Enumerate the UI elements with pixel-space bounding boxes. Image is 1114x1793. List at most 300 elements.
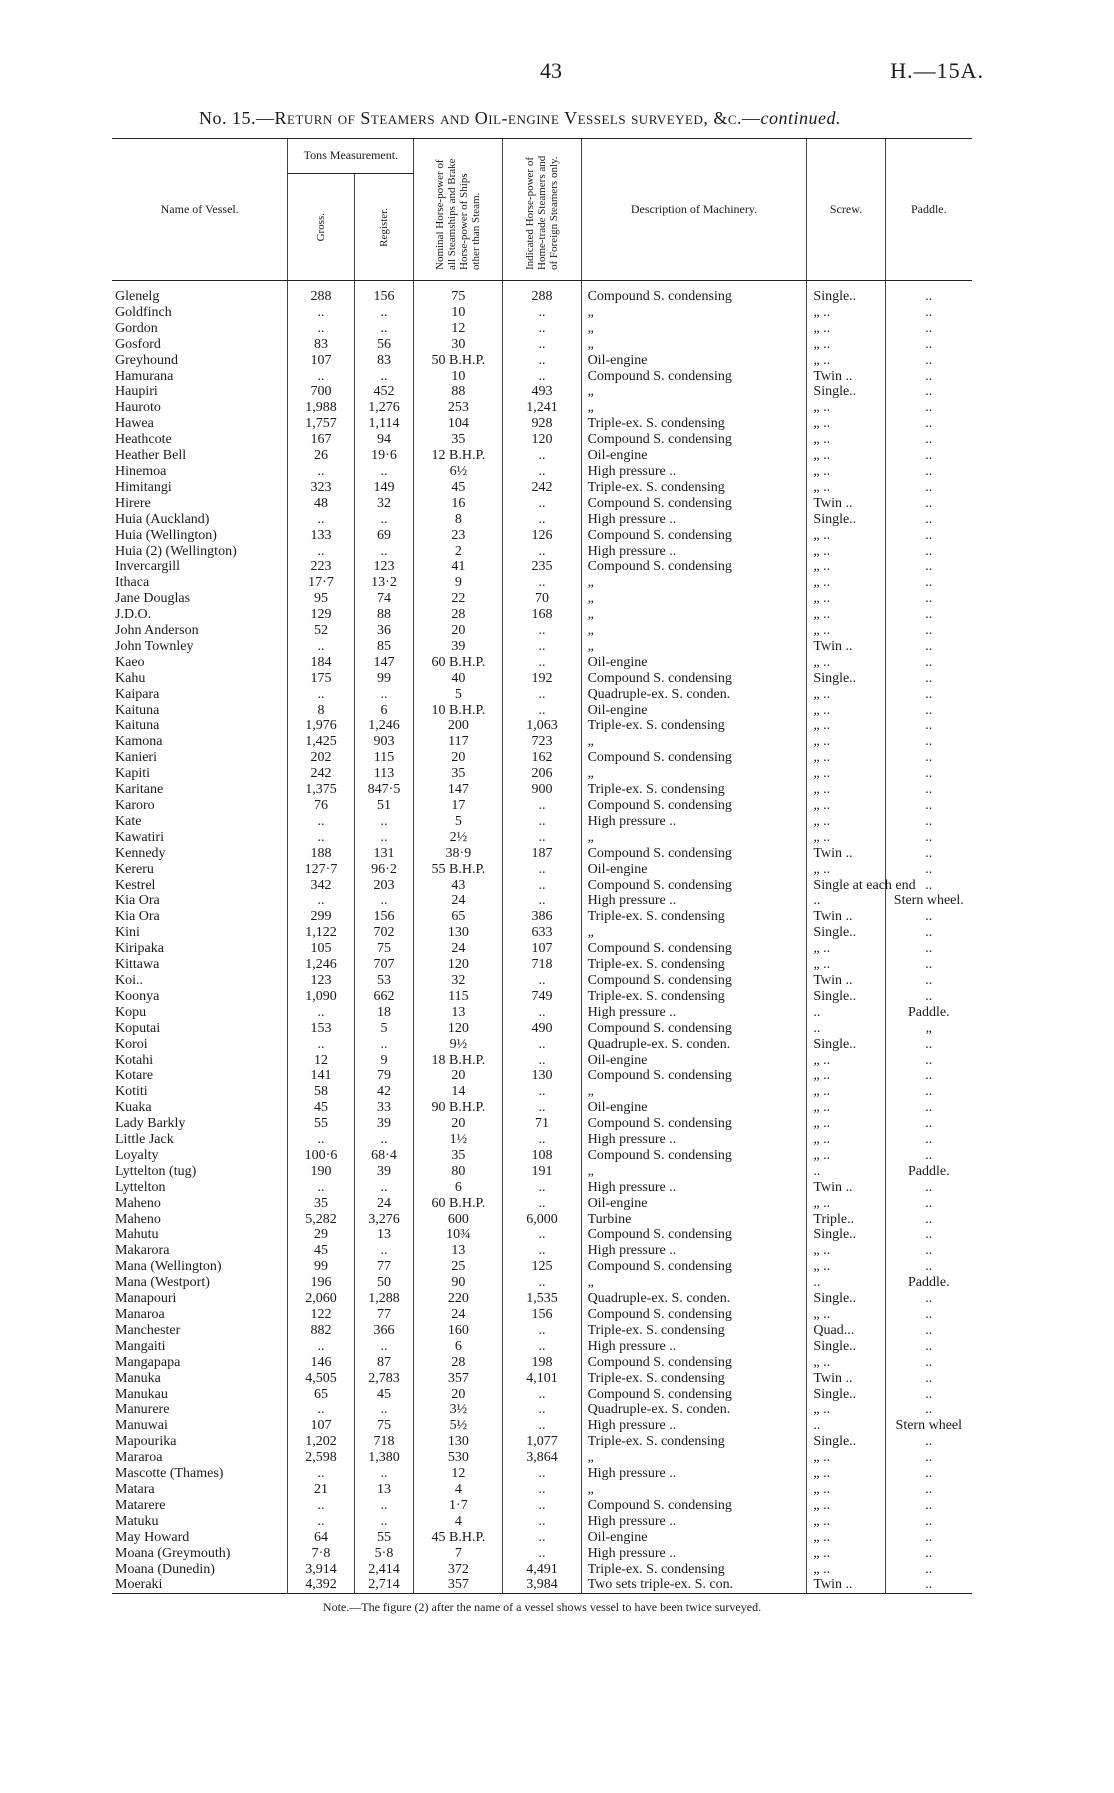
machinery-description: Compound S. condensing — [581, 671, 807, 687]
indicated-horsepower: .. — [503, 1498, 581, 1514]
table-row — [112, 1068, 972, 1084]
register-tons: 1,114 — [354, 416, 414, 432]
screw-type: „ .. — [807, 1482, 885, 1498]
screw-type: „ .. — [807, 305, 885, 321]
nominal-horsepower: 88 — [414, 384, 503, 400]
vessel-name: Kanieri — [115, 750, 157, 766]
indicated-horsepower: .. — [503, 1339, 581, 1355]
screw-type: .. — [807, 1021, 885, 1037]
paddle-type: .. — [885, 1355, 972, 1371]
machinery-description: Compound S. condensing — [581, 1116, 807, 1132]
gross-tons: .. — [288, 1498, 354, 1514]
machinery-description: High pressure .. — [581, 814, 807, 830]
vessel-name: Hamurana — [115, 368, 174, 384]
indicated-horsepower: .. — [503, 464, 581, 480]
gross-tons: 83 — [288, 337, 354, 353]
table-row — [112, 321, 972, 337]
table-row — [112, 305, 972, 321]
table-row — [112, 1275, 972, 1291]
indicated-horsepower: .. — [503, 1037, 581, 1053]
vessel-name: Heather Bell — [115, 448, 187, 464]
paddle-type: .. — [885, 1259, 972, 1275]
vessel-name: May Howard — [115, 1529, 190, 1545]
machinery-description: High pressure .. — [581, 544, 807, 560]
paddle-type: .. — [885, 1037, 972, 1053]
register-tons: 99 — [354, 671, 414, 687]
screw-type: Single.. — [807, 1434, 885, 1450]
paddle-type: .. — [885, 925, 972, 941]
indicated-horsepower: 900 — [503, 782, 581, 798]
screw-type: „ .. — [807, 1562, 885, 1578]
screw-type: „ .. — [807, 575, 885, 591]
screw-type: „ .. — [807, 353, 885, 369]
vessel-name: Kaeo — [115, 654, 145, 670]
register-tons: 87 — [354, 1355, 414, 1371]
indicated-horsepower: .. — [503, 623, 581, 639]
machinery-description: Compound S. condensing — [581, 750, 807, 766]
table-row — [112, 1498, 972, 1514]
paddle-type: .. — [885, 544, 972, 560]
gross-tons: 1,090 — [288, 989, 354, 1005]
indicated-horsepower: .. — [503, 1418, 581, 1434]
gross-tons: 64 — [288, 1530, 354, 1546]
paddle-type: .. — [885, 1371, 972, 1387]
paddle-type: .. — [885, 655, 972, 671]
register-tons: 36 — [354, 623, 414, 639]
register-tons: 156 — [354, 281, 414, 305]
vessel-name: Kiripaka — [115, 941, 164, 957]
indicated-horsepower: .. — [503, 878, 581, 894]
gross-tons: 1,976 — [288, 718, 354, 734]
indicated-horsepower: .. — [503, 1514, 581, 1530]
screw-type: Twin .. — [807, 369, 885, 385]
machinery-description: Triple-ex. S. condensing — [581, 989, 807, 1005]
machinery-description: Compound S. condensing — [581, 559, 807, 575]
gross-tons: 1,425 — [288, 734, 354, 750]
paddle-type: .. — [885, 957, 972, 973]
nominal-horsepower: 6½ — [414, 464, 503, 480]
paddle-type: Stern wheel. — [885, 893, 972, 909]
indicated-horsepower: .. — [503, 1323, 581, 1339]
indicated-horsepower: .. — [503, 337, 581, 353]
gross-tons: .. — [288, 830, 354, 846]
col-header-register-text: Register. — [377, 207, 390, 247]
vessel-name: Mangapapa — [115, 1354, 181, 1370]
screw-type: Single.. — [807, 671, 885, 687]
machinery-description: „ — [581, 591, 807, 607]
screw-type: „ .. — [807, 1132, 885, 1148]
gross-tons: 52 — [288, 623, 354, 639]
nominal-horsepower: 12 — [414, 1466, 503, 1482]
vessel-name: Kahu — [115, 670, 146, 686]
register-tons: .. — [354, 305, 414, 321]
paddle-type: .. — [885, 559, 972, 575]
machinery-description: Quadruple-ex. S. conden. — [581, 687, 807, 703]
indicated-horsepower: .. — [503, 575, 581, 591]
gross-tons: 127·7 — [288, 862, 354, 878]
table-row — [112, 1562, 972, 1578]
register-tons: 156 — [354, 909, 414, 925]
gross-tons: .. — [288, 1132, 354, 1148]
table-row — [112, 766, 972, 782]
screw-type: „ .. — [807, 1259, 885, 1275]
screw-type: „ .. — [807, 782, 885, 798]
table-row — [112, 1371, 972, 1387]
screw-type: „ .. — [807, 941, 885, 957]
gross-tons: 153 — [288, 1021, 354, 1037]
gross-tons: .. — [288, 321, 354, 337]
register-tons: 5 — [354, 1021, 414, 1037]
page-number: 43 — [540, 58, 562, 83]
gross-tons: .. — [288, 1514, 354, 1530]
nominal-horsepower: 357 — [414, 1577, 503, 1593]
machinery-description: Oil-engine — [581, 1053, 807, 1069]
gross-tons: 146 — [288, 1355, 354, 1371]
vessel-name: Koi.. — [115, 972, 143, 988]
paddle-type: .. — [885, 1132, 972, 1148]
gross-tons: 184 — [288, 655, 354, 671]
nominal-horsepower: 14 — [414, 1084, 503, 1100]
register-tons: 702 — [354, 925, 414, 941]
screw-type: „ .. — [807, 655, 885, 671]
register-tons: 83 — [354, 353, 414, 369]
title-continued: continued. — [760, 108, 842, 128]
nominal-horsepower: 39 — [414, 639, 503, 655]
nominal-horsepower: 20 — [414, 1116, 503, 1132]
indicated-horsepower: .. — [503, 798, 581, 814]
nominal-horsepower: 41 — [414, 559, 503, 575]
indicated-horsepower: .. — [503, 321, 581, 337]
table-row — [112, 655, 972, 671]
paddle-type: .. — [885, 281, 972, 305]
vessel-name: Lady Barkly — [115, 1116, 186, 1132]
screw-type: Single.. — [807, 1291, 885, 1307]
machinery-description: High pressure .. — [581, 1132, 807, 1148]
vessel-name: Matara — [115, 1481, 155, 1497]
indicated-horsepower: 235 — [503, 559, 581, 575]
gross-tons: 12 — [288, 1053, 354, 1069]
gross-tons: .. — [288, 1180, 354, 1196]
screw-type: „ .. — [807, 432, 885, 448]
nominal-horsepower: 2½ — [414, 830, 503, 846]
paddle-type: .. — [885, 973, 972, 989]
gross-tons: .. — [288, 1466, 354, 1482]
screw-type: „ .. — [807, 591, 885, 607]
paddle-type: .. — [885, 1514, 972, 1530]
table-row — [112, 1323, 972, 1339]
table-row — [112, 353, 972, 369]
register-tons: 2,414 — [354, 1562, 414, 1578]
gross-tons: 882 — [288, 1323, 354, 1339]
table-row — [112, 1212, 972, 1228]
vessel-name: Hauroto — [115, 400, 161, 416]
indicated-horsepower: 192 — [503, 671, 581, 687]
table-row — [112, 925, 972, 941]
table-row — [112, 989, 972, 1005]
indicated-horsepower: 187 — [503, 846, 581, 862]
indicated-horsepower: .. — [503, 1530, 581, 1546]
register-tons: 147 — [354, 655, 414, 671]
machinery-description: Quadruple-ex. S. conden. — [581, 1402, 807, 1418]
machinery-description: Compound S. condensing — [581, 1307, 807, 1323]
paddle-type: .. — [885, 1562, 972, 1578]
indicated-horsepower: 3,984 — [503, 1577, 581, 1593]
screw-type: Single.. — [807, 1227, 885, 1243]
table-row — [112, 814, 972, 830]
table-row — [112, 1307, 972, 1323]
nominal-horsepower: 32 — [414, 973, 503, 989]
gross-tons: .. — [288, 512, 354, 528]
vessel-name: Kotahi — [115, 1052, 154, 1068]
nominal-horsepower: 90 — [414, 1275, 503, 1291]
vessel-name: Koonya — [115, 988, 160, 1004]
table-row — [112, 1434, 972, 1450]
machinery-description: „ — [581, 321, 807, 337]
vessel-name: Kennedy — [115, 845, 166, 861]
machinery-description: Oil-engine — [581, 1100, 807, 1116]
indicated-horsepower: .. — [503, 544, 581, 560]
machinery-description: Compound S. condensing — [581, 798, 807, 814]
machinery-description: Oil-engine — [581, 703, 807, 719]
gross-tons: 3,914 — [288, 1562, 354, 1578]
screw-type: „ .. — [807, 862, 885, 878]
paddle-type: .. — [885, 862, 972, 878]
vessel-name: Mahutu — [115, 1227, 159, 1243]
register-tons: 85 — [354, 639, 414, 655]
machinery-description: High pressure .. — [581, 1514, 807, 1530]
paddle-type: .. — [885, 337, 972, 353]
nominal-horsepower: 104 — [414, 416, 503, 432]
register-tons: 24 — [354, 1196, 414, 1212]
machinery-description: „ — [581, 830, 807, 846]
table-row — [112, 1577, 972, 1593]
table-row — [112, 464, 972, 480]
vessel-name: Mangaiti — [115, 1338, 166, 1354]
table-row — [112, 1037, 972, 1053]
nominal-horsepower: 1½ — [414, 1132, 503, 1148]
screw-type: „ .. — [807, 1148, 885, 1164]
register-tons: 13 — [354, 1227, 414, 1243]
machinery-description: High pressure .. — [581, 512, 807, 528]
gross-tons: 1,122 — [288, 925, 354, 941]
machinery-description: „ — [581, 734, 807, 750]
screw-type: .. — [807, 1005, 885, 1021]
machinery-description: „ — [581, 766, 807, 782]
gross-tons: 26 — [288, 448, 354, 464]
screw-type: „ .. — [807, 559, 885, 575]
vessel-name: Mascotte (Thames) — [115, 1466, 224, 1482]
gross-tons: 223 — [288, 559, 354, 575]
col-header-indicated — [503, 139, 581, 281]
vessel-name: Maheno — [115, 1211, 161, 1227]
paddle-type: .. — [885, 846, 972, 862]
machinery-description: „ — [581, 639, 807, 655]
register-tons: .. — [354, 369, 414, 385]
register-tons: .. — [354, 1339, 414, 1355]
nominal-horsepower: 22 — [414, 591, 503, 607]
nominal-horsepower: 38·9 — [414, 846, 503, 862]
indicated-horsepower: .. — [503, 1387, 581, 1403]
machinery-description: „ — [581, 1450, 807, 1466]
vessel-name: Mapourika — [115, 1434, 177, 1450]
vessel-name: Kereru — [115, 861, 154, 877]
nominal-horsepower: 9 — [414, 575, 503, 591]
table-row — [112, 432, 972, 448]
gross-tons: 299 — [288, 909, 354, 925]
vessel-name: Moana (Dunedin) — [115, 1561, 215, 1577]
indicated-horsepower: .. — [503, 703, 581, 719]
indicated-horsepower: .. — [503, 496, 581, 512]
machinery-description: Compound S. condensing — [581, 878, 807, 894]
machinery-description: Compound S. condensing — [581, 496, 807, 512]
register-tons: 718 — [354, 1434, 414, 1450]
register-tons: 32 — [354, 496, 414, 512]
table-row — [112, 369, 972, 385]
register-tons: 452 — [354, 384, 414, 400]
table-row — [112, 878, 972, 894]
paddle-type: .. — [885, 480, 972, 496]
paddle-type: .. — [885, 1323, 972, 1339]
gross-tons: 58 — [288, 1084, 354, 1100]
register-tons: 113 — [354, 766, 414, 782]
vessel-name: Glenelg — [115, 289, 160, 304]
paddle-type: .. — [885, 369, 972, 385]
gross-tons: 107 — [288, 353, 354, 369]
table-row — [112, 782, 972, 798]
screw-type: „ .. — [807, 687, 885, 703]
table-row — [112, 400, 972, 416]
gross-tons: 175 — [288, 671, 354, 687]
nominal-horsepower: 13 — [414, 1005, 503, 1021]
screw-type: „ .. — [807, 321, 885, 337]
nominal-horsepower: 75 — [414, 281, 503, 305]
machinery-description: Triple-ex. S. condensing — [581, 416, 807, 432]
gross-tons: .. — [288, 544, 354, 560]
paddle-type: .. — [885, 989, 972, 1005]
paddle-type: .. — [885, 416, 972, 432]
paddle-type: .. — [885, 607, 972, 623]
nominal-horsepower: 120 — [414, 1021, 503, 1037]
paddle-type: .. — [885, 1577, 972, 1593]
register-tons: 33 — [354, 1100, 414, 1116]
register-tons: 149 — [354, 480, 414, 496]
nominal-horsepower: 1·7 — [414, 1498, 503, 1514]
nominal-horsepower: 4 — [414, 1482, 503, 1498]
vessel-name: Kapiti — [115, 766, 150, 782]
machinery-description: „ — [581, 575, 807, 591]
machinery-description: Oil-engine — [581, 655, 807, 671]
gross-tons: 105 — [288, 941, 354, 957]
indicated-horsepower: 1,535 — [503, 1291, 581, 1307]
paddle-type: .. — [885, 750, 972, 766]
indicated-horsepower: 70 — [503, 591, 581, 607]
gross-tons: 700 — [288, 384, 354, 400]
nominal-horsepower: 16 — [414, 496, 503, 512]
table-row — [112, 1418, 972, 1434]
col-header-indicated-text: Indicated Horse-power of Home-trade Steamers and of Foreign Steamers only. — [523, 155, 560, 270]
indicated-horsepower: 126 — [503, 528, 581, 544]
register-tons: 51 — [354, 798, 414, 814]
register-tons: 1,246 — [354, 718, 414, 734]
machinery-description: Triple-ex. S. condensing — [581, 782, 807, 798]
gross-tons: .. — [288, 1339, 354, 1355]
paddle-type: .. — [885, 512, 972, 528]
indicated-horsepower: 928 — [503, 416, 581, 432]
gross-tons: 76 — [288, 798, 354, 814]
paddle-type: .. — [885, 1180, 972, 1196]
table-row — [112, 1116, 972, 1132]
screw-type: Twin .. — [807, 639, 885, 655]
vessels-table-body — [112, 281, 972, 1594]
nominal-horsepower: 18 B.H.P. — [414, 1053, 503, 1069]
register-tons: 13·2 — [354, 575, 414, 591]
indicated-horsepower: 723 — [503, 734, 581, 750]
machinery-description: High pressure .. — [581, 1243, 807, 1259]
vessel-name: Kaituna — [115, 718, 160, 734]
nominal-horsepower: 372 — [414, 1562, 503, 1578]
table-row — [112, 1100, 972, 1116]
nominal-horsepower: 55 B.H.P. — [414, 862, 503, 878]
register-tons: 115 — [354, 750, 414, 766]
indicated-horsepower: 6,000 — [503, 1212, 581, 1228]
nominal-horsepower: 17 — [414, 798, 503, 814]
paddle-type: Paddle. — [885, 1275, 972, 1291]
vessel-name: Huia (Wellington) — [115, 527, 217, 543]
indicated-horsepower: .. — [503, 1243, 581, 1259]
machinery-description: „ — [581, 607, 807, 623]
register-tons: 123 — [354, 559, 414, 575]
vessel-name: Manukau — [115, 1386, 168, 1402]
indicated-horsepower: .. — [503, 830, 581, 846]
indicated-horsepower: .. — [503, 353, 581, 369]
vessel-name: Koputai — [115, 1020, 161, 1036]
table-row — [112, 798, 972, 814]
paddle-type: .. — [885, 766, 972, 782]
gross-tons: 2,598 — [288, 1450, 354, 1466]
machinery-description: Compound S. condensing — [581, 1355, 807, 1371]
nominal-horsepower: 30 — [414, 337, 503, 353]
vessel-name: Kotiti — [115, 1084, 148, 1100]
screw-type: Single.. — [807, 925, 885, 941]
register-tons: 19·6 — [354, 448, 414, 464]
paddle-type: Paddle. — [885, 1005, 972, 1021]
register-tons: 69 — [354, 528, 414, 544]
nominal-horsepower: 117 — [414, 734, 503, 750]
screw-type: „ .. — [807, 448, 885, 464]
indicated-horsepower: 3,864 — [503, 1450, 581, 1466]
paddle-type: .. — [885, 639, 972, 655]
screw-type: Twin .. — [807, 496, 885, 512]
paddle-type: .. — [885, 1387, 972, 1403]
vessel-name: Kia Ora — [115, 909, 160, 925]
screw-type: Single.. — [807, 1387, 885, 1403]
vessel-name: Goldfinch — [115, 304, 172, 320]
gross-tons: 1,375 — [288, 782, 354, 798]
indicated-horsepower: 130 — [503, 1068, 581, 1084]
nominal-horsepower: 8 — [414, 512, 503, 528]
nominal-horsepower: 4 — [414, 1514, 503, 1530]
table-row — [112, 1355, 972, 1371]
register-tons: 39 — [354, 1116, 414, 1132]
register-tons: 94 — [354, 432, 414, 448]
paddle-type: .. — [885, 1482, 972, 1498]
vessel-name: Jane Douglas — [115, 591, 191, 607]
screw-type: Single.. — [807, 281, 885, 305]
register-tons: .. — [354, 687, 414, 703]
vessel-name: Heathcote — [115, 432, 172, 448]
screw-type: „ .. — [807, 1243, 885, 1259]
vessel-name: J.D.O. — [115, 607, 152, 623]
